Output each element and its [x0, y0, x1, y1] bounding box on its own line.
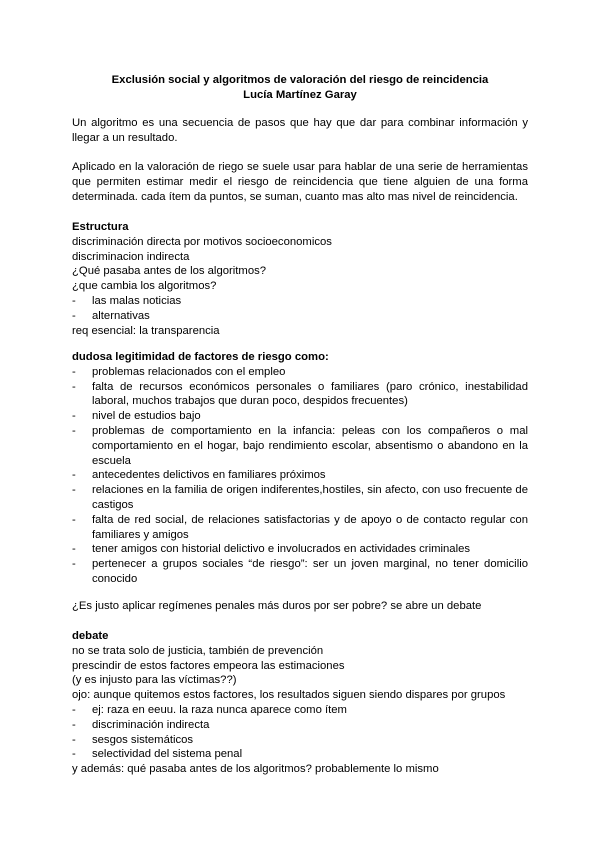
debate-line: no se trata solo de justicia, también de prevención [72, 644, 324, 657]
list-item: - falta de recursos económicos personales o familiares (paro crónico, inestabilidad laboral, muchos trabajos que duran poco, despidos frecuentes) [72, 380, 528, 410]
factores-section [72, 350, 528, 587]
estructura-line: discriminacion indirecta [72, 250, 190, 263]
estructura-section [72, 220, 528, 338]
factores-heading: dudosa legitimidad de factores de riesgo como: [72, 351, 329, 363]
document-header [0, 73, 600, 103]
list-item: - selectividad del sistema penal [72, 747, 528, 762]
list-item: - alternativas [72, 309, 528, 324]
list-item: - falta de red social, de relaciones satisfactorias y de apoyo o de contacto regular con familiares y amigos [72, 513, 528, 543]
debate-line: (y es injusto para las víctimas??) [72, 674, 237, 687]
list-item: - nivel de estudios bajo [72, 409, 528, 424]
list-item: - relaciones en la familia de origen indiferentes,hostiles, sin afecto, con uso frecuente de castigos [72, 483, 528, 513]
estructura-line: ¿Qué pasaba antes de los algoritmos? [72, 265, 267, 278]
debate-heading: debate [72, 630, 109, 642]
question-line: ¿Es justo aplicar regímenes penales más duros por ser pobre? se abre un debate [72, 600, 482, 612]
estructura-heading: Estructura [72, 221, 129, 233]
list-item: - las malas noticias [72, 294, 528, 309]
estructura-line: discriminación directa por motivos socioeconomicos [72, 235, 332, 248]
estructura-line: ¿que cambia los algoritmos? [72, 280, 217, 293]
debate-list [72, 703, 528, 762]
factores-list [72, 365, 528, 587]
list-item: - sesgos sistemáticos [72, 733, 528, 748]
document-title: Exclusión social y algoritmos de valoración del riesgo de reincidencia [111, 74, 489, 86]
debate-line: prescindir de estos factores empeora las estimaciones [72, 659, 345, 672]
estructura-list [72, 294, 528, 324]
document-author: Lucía Martínez Garay [243, 88, 357, 101]
debate-line: ojo: aunque quitemos estos factores, los resultados siguen siendo dispares por grupos [72, 689, 506, 702]
debate-closing: y además: qué pasaba antes de los algoritmos? probablemente lo mismo [72, 763, 439, 776]
list-item: - pertenecer a grupos sociales “de riesgo”: ser un joven marginal, no tener domicilio conocido [72, 557, 528, 587]
list-item: - antecedentes delictivos en familiares próximos [72, 468, 528, 483]
debate-section [72, 629, 528, 777]
list-item: - problemas de comportamiento en la infancia: peleas con los compañeros o mal comportamiento en el hogar, bajo rendimiento escolar, absentismo o abandono en la escuela [72, 424, 528, 468]
estructura-closing: req esencial: la transparencia [72, 324, 220, 337]
list-item: - ej: raza en eeuu. la raza nunca aparece como ítem [72, 703, 528, 718]
list-item: - problemas relacionados con el empleo [72, 365, 528, 380]
list-item: - discriminación indirecta [72, 718, 528, 733]
intro-paragraph-1: Un algoritmo es una secuencia de pasos que hay que dar para combinar información y llegar a un resultado. [72, 117, 528, 144]
intro-paragraph-2: Aplicado en la valoración de riego se suele usar para hablar de una serie de herramientas que permiten estimar medir el riesgo de reincidencia que tiene alguien de una forma determinada. cada ítem da puntos, se suman, cuanto mas alto mas nivel de reincidencia. [72, 161, 528, 203]
list-item: - tener amigos con historial delictivo e involucrados en actividades criminales [72, 542, 528, 557]
